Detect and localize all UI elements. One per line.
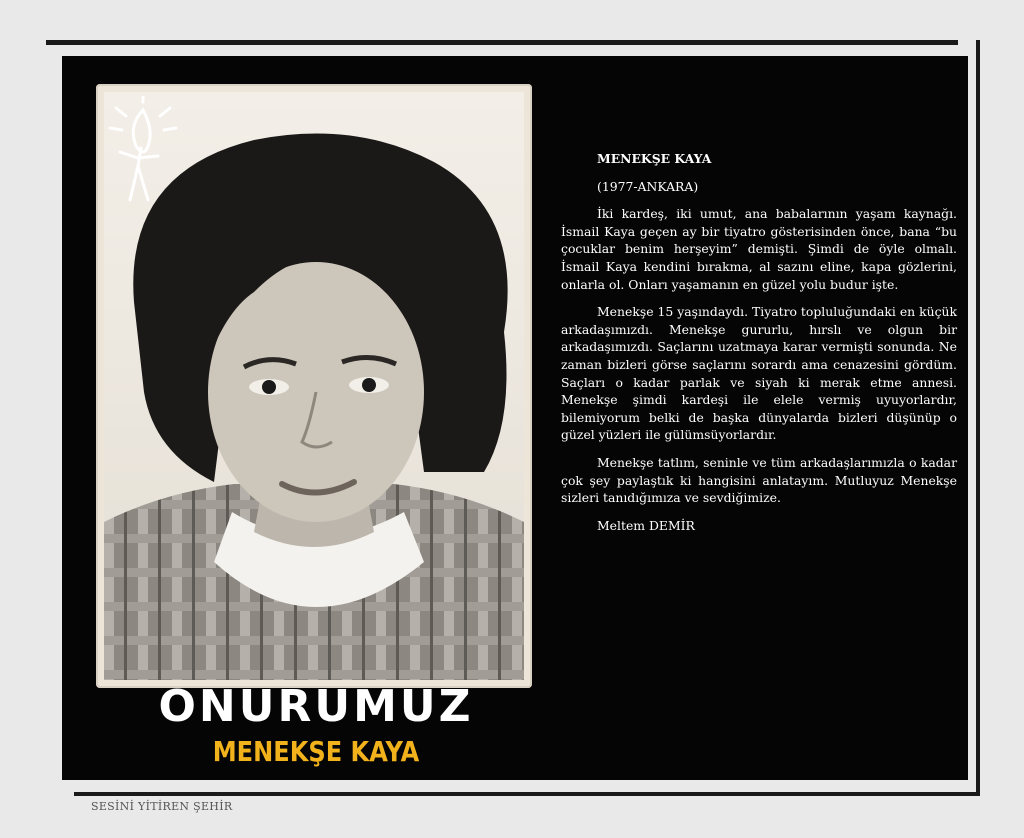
flame-figure-logo-icon (108, 96, 178, 206)
page-footer: SESİNİ YİTİREN ŞEHİR (91, 800, 233, 813)
bottom-border-rule (74, 792, 980, 796)
article-paragraph-2: Menekşe 15 yaşındaydı. Tiyatro topluluğundaki en küçük arkadaşımızdı. Menekşe gururlu, hırslı ve olgun bir arkadaşımızdı. Saçlarını uzatmaya karar vermişti sonunda. Ne zaman bizleri görse saçlarını sorardı ama cenazesini gördüm. Saçları o kadar parlak ve siyah ki merak etme annesi. Menekşe şimdi kardeşi ile elele vermiş uyuyorlardır, bilemiyorum belki de başka dünyalarda bizleri düşünüp o güzel yüzleri ile gülümsüyorlardır. (561, 304, 957, 443)
poster-subhead: MENEKŞE KAYA (212, 735, 420, 768)
article-paragraph-3: Menekşe tatlım, seninle ve tüm arkadaşlarımızla o kadar çok şey paylaştık ki hangisini anlatayım. Mutluyuz Menekşe sizleri tanıdığımıza ve sevdiğimize. (561, 454, 957, 506)
article-column (561, 150, 957, 544)
article-signature: Meltem DEMİR (597, 517, 695, 533)
right-border-rule (976, 40, 980, 796)
top-border-rule (46, 40, 958, 45)
article-name: MENEKŞE KAYA (597, 151, 712, 166)
article-paragraph-1: İki kardeş, iki umut, ana babalarının yaşam kaynağı. İsmail Kaya geçen ay bir tiyatro gösterisinden önce, bana “bu çocuklar benim herşeyim” demişti. Şimdi de öyle olmalı. İsmail Kaya kendini bırakma, al sazını eline, kapa gözlerini, onlarla ol. Onları yaşamanın en güzel yolu budur işte. (561, 206, 957, 292)
poster-headline: ONURUMUZ (158, 681, 474, 732)
article-origin: (1977-ANKARA) (597, 178, 699, 194)
